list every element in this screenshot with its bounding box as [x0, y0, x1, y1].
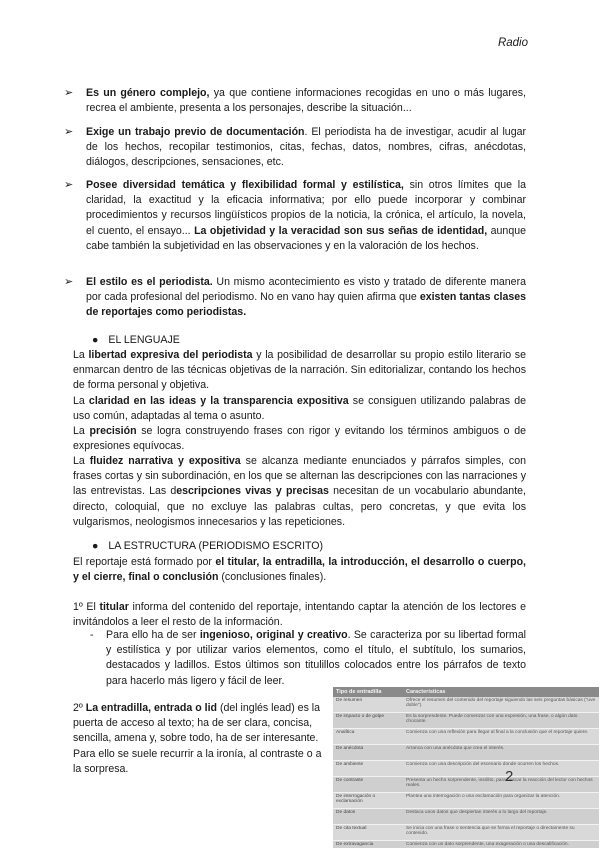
paragraph: La libertad expresiva del periodista y la posibilidad de desarrollar su propio estilo literario se enmarcan dentro de las técnicas objetivas de la narración. Sin editorializar, contando los hechos de forma personal y objetiva.: [73, 349, 526, 392]
table-cell-type: De datos: [333, 809, 403, 825]
table-row: [333, 793, 599, 809]
table-cell-desc: Se inicia con una frase o sentencia que se forma el reportaje o directamente su contenido.: [403, 825, 599, 841]
table-row: [333, 697, 599, 713]
bullet-bold: Posee diversidad temática y flexibilidad formal y estilística,: [86, 179, 404, 191]
table-row: [333, 761, 599, 777]
page-number: 2: [505, 768, 514, 785]
bullet-item: [64, 178, 527, 254]
arrow-bullet-icon: ➢: [64, 87, 74, 99]
paragraph-entradilla: 2º La entradilla, entrada o lid (del inglés lead) es la puerta de acceso al texto; ha de ser clara, concisa, sencilla, amena y, sobre todo, ha de ser interesante. Para ello se suele recurrir a la ironía, al contraste o a la sorpresa.: [73, 702, 322, 775]
table-cell-desc: Arranca con una anécdota que crea el interés.: [403, 745, 599, 761]
table-cell-desc: Ofrece el resumen del contenido del reportaje siguiendo las seis preguntas básicas ("uve doble").: [403, 697, 599, 713]
table-row: [333, 777, 599, 793]
arrow-bullet-icon: ➢: [64, 276, 74, 288]
paragraph: El reportaje está formado por el titular, la entradilla, la introducción, el desarrollo o cuerpo, y el cierre, final o conclusión (conclusiones finales).: [73, 556, 526, 584]
paragraph: La claridad en las ideas y la transparencia expositiva se consiguen utilizando palabras de uso común, adaptadas al tema o asunto.: [73, 395, 526, 423]
bullet-bold: existen tantas clases de reportajes como periodistas.: [86, 291, 527, 319]
bullet-text: aunque cabe también la subjetividad en las observaciones y en la valoración de los hechos.: [86, 224, 526, 252]
table-header-row: [333, 687, 599, 697]
table-cell-type: De ambiente: [333, 761, 403, 777]
table-row: [333, 729, 599, 745]
dash-list-item: - Para ello ha de ser ingenioso, original y creativo. Se caracteriza por su libertad formal y estilística y por utilizar varios elementos, como el título, el subtítulo, los sumarios, destacados y ladillos. Estos últimos son titulillos colocados entre los párrafos de texto para hacerlo más ligero y fácil de leer.: [90, 629, 526, 687]
bullet-bold: Exige un trabajo previo de documentación: [86, 126, 305, 138]
bullet-text: Un mismo acontecimiento es visto y tratado de diferente manera por cada profesional del periodismo. No en vano hay quien afirma que: [86, 276, 526, 304]
table-cell-type: Analítica: [333, 729, 403, 745]
paragraph: 1º El titular informa del contenido del reportaje, intentando captar la atención de los lectores e invitándolos a leer el resto de la información.: [73, 601, 526, 629]
bullet-bold: Es un género complejo,: [86, 87, 210, 99]
paragraph: La precisión se logra construyendo frases con rigor y evitando los términos ambiguos o de expresiones equívocas.: [73, 425, 526, 453]
arrow-bullet-icon: ➢: [64, 179, 74, 191]
bullet-bold: El estilo es el periodista.: [86, 276, 213, 288]
bullet-item: [64, 86, 526, 116]
table-cell-type: De contraste: [333, 777, 403, 793]
section-heading: ● LA ESTRUCTURA (PERIODISMO ESCRITO): [92, 540, 324, 552]
table-row: [333, 825, 599, 841]
table-cell-desc: Es la sorprendente. Puede comenzar con una expresión, una frase, o algún dato chocante.: [403, 713, 599, 729]
paragraph: La fluidez narrativa y expositiva se alcanza mediante enunciados y párrafos simples, con frases cortas y sin subordinación, en los que se alternan las descripciones con las narraciones y las entrevistas. Las descripciones vivas y precisas necesitan de un vocabulario abundante, directo, coloquial, que no excluye las palabras cultas, pero concretas, y que evita los vulgarismos, neologismos innecesarios y las repeticiones.: [73, 455, 526, 528]
table-header: Tipo de entradilla: [333, 687, 403, 697]
bullet-bold: La objetividad y la veracidad son sus señas de identidad,: [194, 224, 488, 237]
dot-bullet-icon: ●: [92, 334, 99, 346]
table-row: [333, 841, 599, 848]
table-cell-desc: Presenta un hecho sorprendente, insólito, para buscar la reacción del lector con hechos reales.: [403, 777, 599, 793]
table-cell-type: De extravagancia: [333, 841, 403, 848]
table-cell-type: De cita textual: [333, 825, 403, 841]
table-row: [333, 809, 599, 825]
header-title: Radio: [497, 37, 528, 49]
table-cell-desc: Destaca unos datos que despiertan interés a lo largo del reportaje.: [403, 809, 599, 825]
entradilla-types-table: [333, 687, 599, 848]
table-row: [333, 745, 599, 761]
bullet-text: sin otros límites que la claridad, la exactitud y la eficacia informativa; por ello puede incorporar y combinar procedimientos y recursos lingüísticos propios de la noticia, la crónica, el artículo, la novela, el cuento, el ensayo...: [86, 179, 527, 237]
table-cell-desc: Comienza con un dato sorprendente, una exageración o una descalificación.: [403, 841, 599, 848]
table-cell-type: De interrogación o exclamación: [333, 793, 403, 809]
table-row: [333, 713, 599, 729]
table-cell-desc: Comienza con una reflexión para llegar al final a la conclusión que el reportaje quiere.: [403, 729, 599, 745]
table-cell-type: De anécdota: [333, 745, 403, 761]
arrow-bullet-icon: ➢: [64, 126, 74, 138]
table-cell-type: De impacto o de golpe: [333, 713, 403, 729]
section-heading: ● EL LENGUAJE: [92, 334, 180, 346]
dash-mark: -: [90, 629, 94, 641]
table-cell-desc: Comienza con una descripción del escenario donde ocurren los hechos.: [403, 761, 599, 777]
table-header: Características: [403, 687, 599, 697]
bullet-item: [64, 275, 527, 321]
table-cell-type: De resumen: [333, 697, 403, 713]
bullet-text: . El periodista ha de investigar, acudir al lugar de los hechos, recopilar testimonios, citas, fechas, datos, nombres, cifras, anécdotas, diálogos, descripciones, sensaciones, etc.: [86, 126, 526, 169]
dot-bullet-icon: ●: [92, 540, 99, 552]
bullet-text: ya que contiene informaciones recogidas en uno o más lugares, recrea el ambiente, presenta a los personajes, describe la situación...: [86, 87, 526, 115]
table-cell-desc: Plantea una interrogación o una exclamación para organizar la atención.: [403, 793, 599, 809]
bullet-item: [64, 125, 526, 171]
